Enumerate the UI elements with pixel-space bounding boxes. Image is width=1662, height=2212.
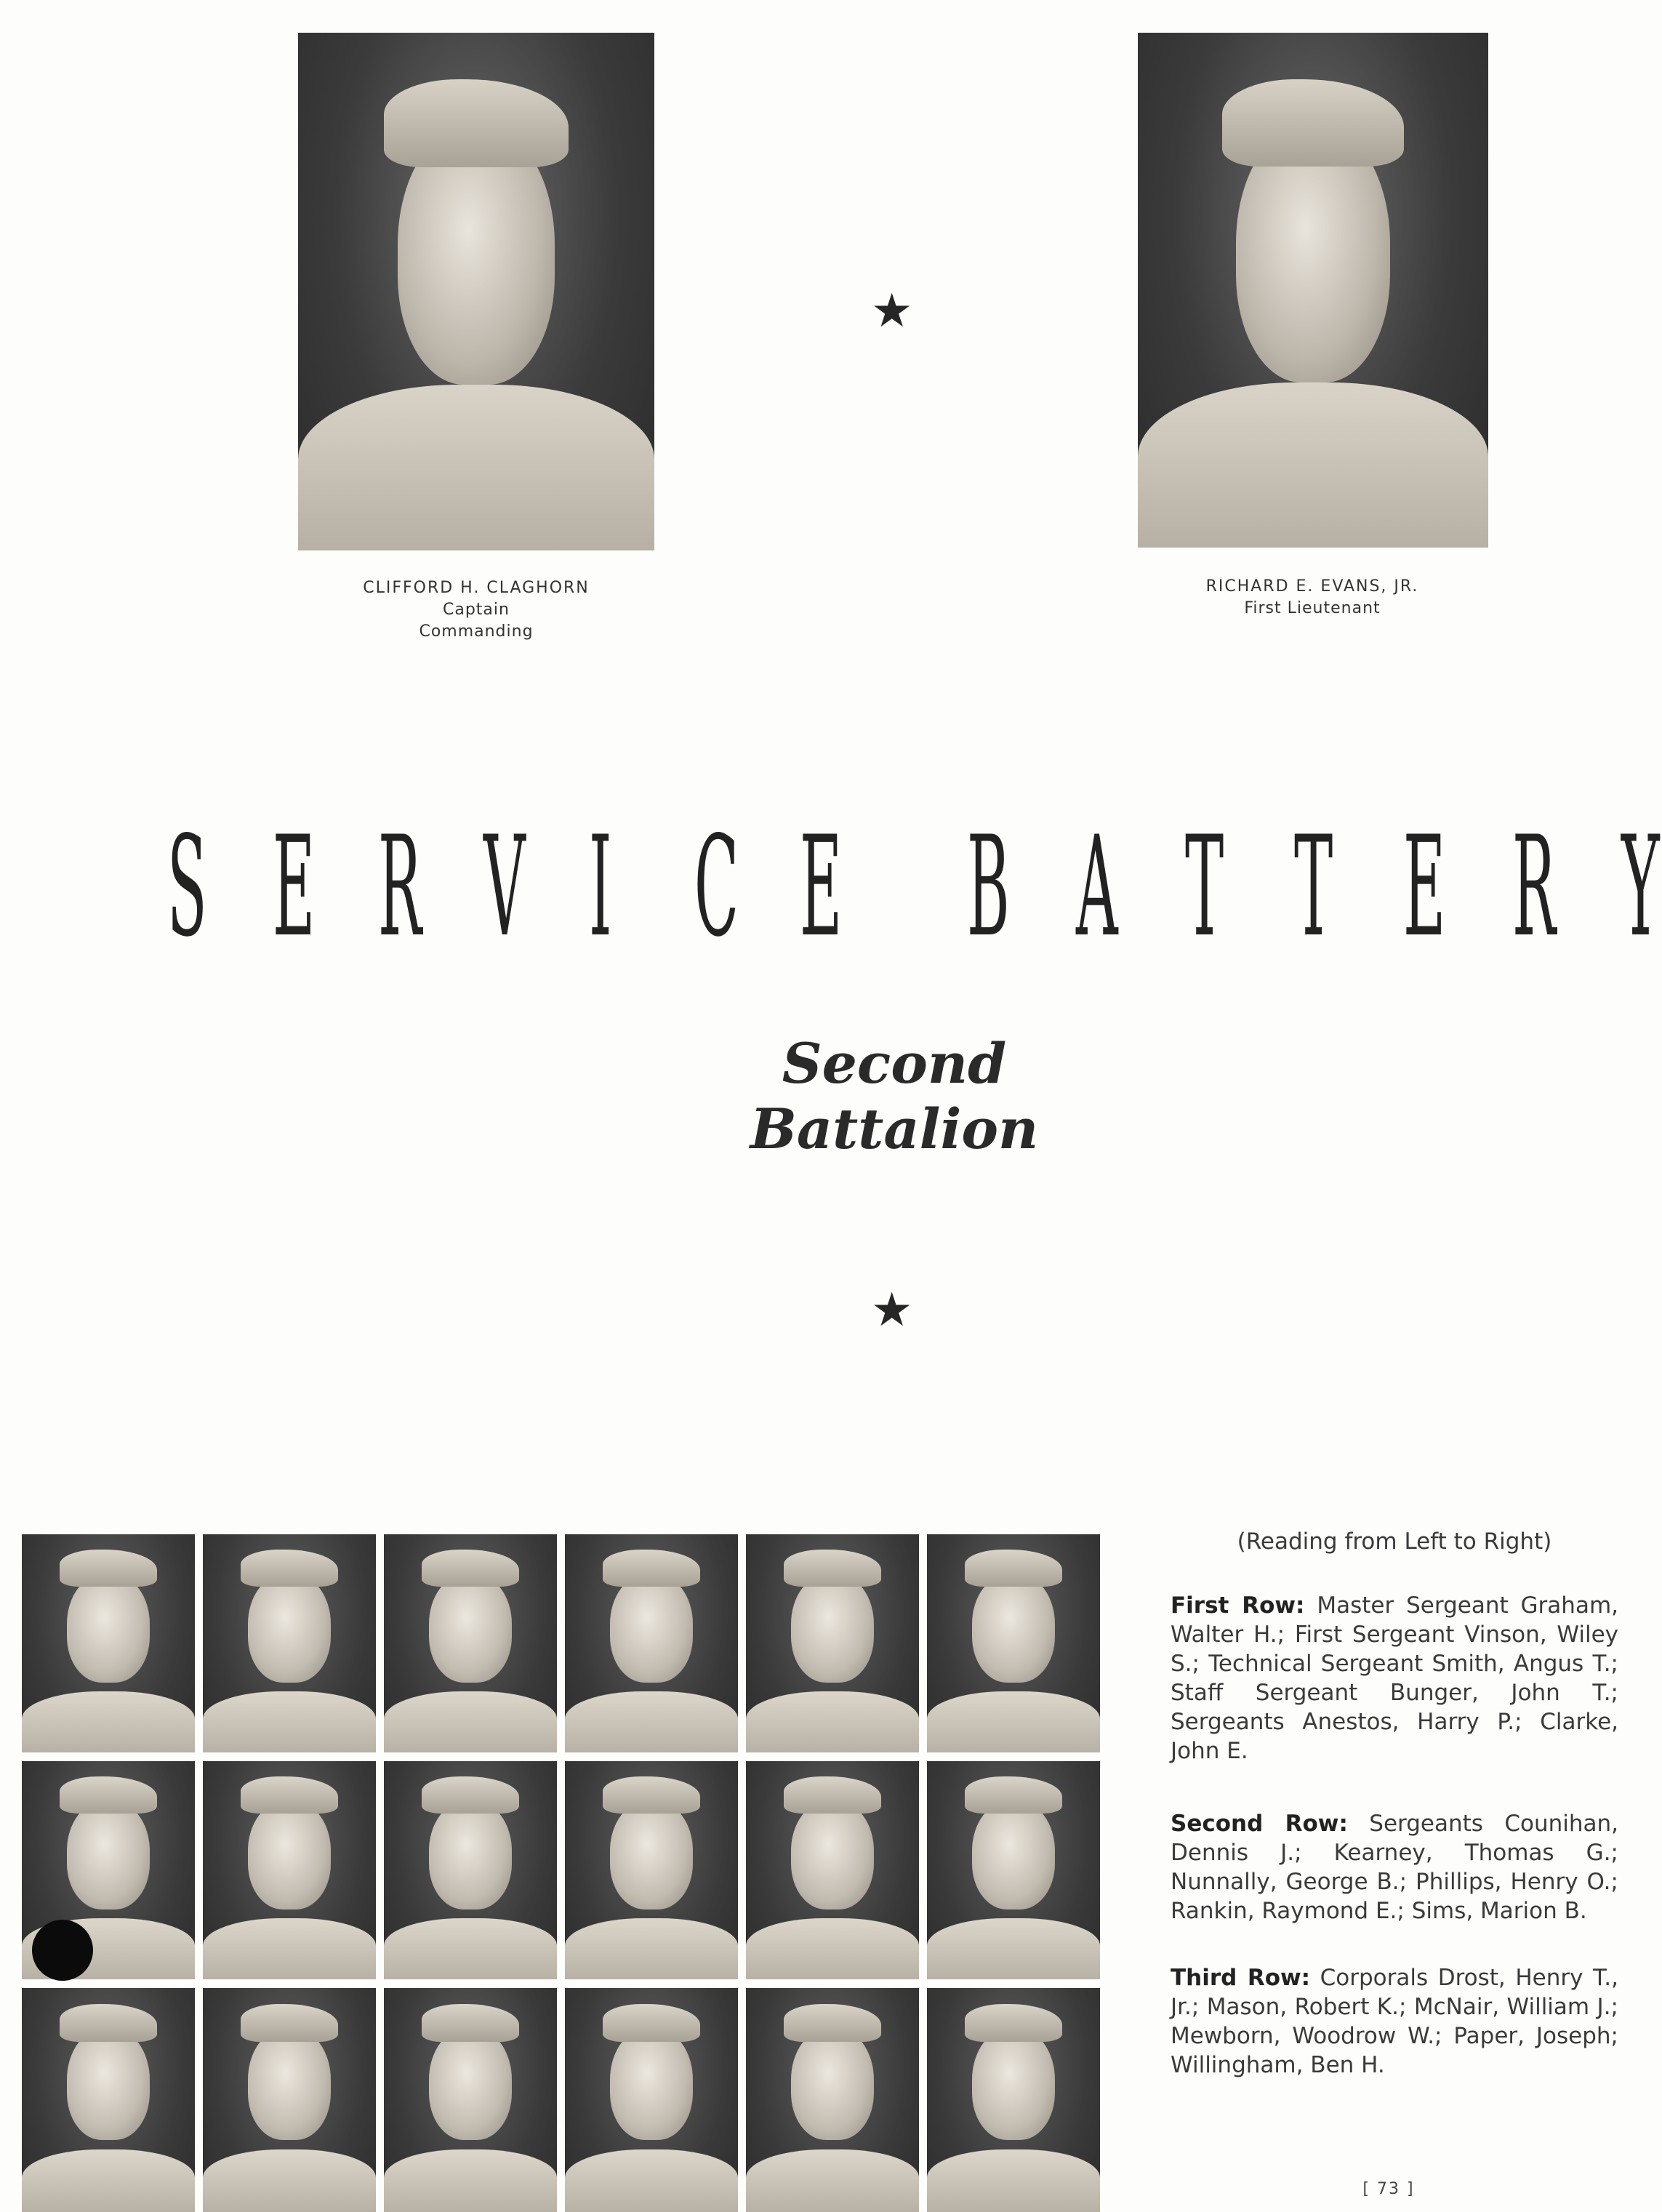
member-photo: [565, 1761, 738, 1979]
reading-note: (Reading from Left to Right): [1237, 1528, 1552, 1555]
member-photo: [927, 1534, 1100, 1752]
officer-rank: Captain: [443, 601, 510, 619]
member-photo: [746, 1534, 919, 1752]
title-letter: E: [273, 806, 316, 967]
title-letter: B: [967, 806, 1010, 967]
page-subtitle: Second Battalion: [750, 1031, 1039, 1161]
row-names: Corporals Drost, Henry T., Jr.; Mason, Robert K.; McNair, William J.; Mewborn, Woodrow W.; Paper, Joseph; Willingham, Ben H.: [1171, 1965, 1618, 2078]
member-photo: [927, 1761, 1100, 1979]
title-letter: R: [378, 806, 422, 967]
row-names: Master Sergeant Graham, Walter H.; First Sergeant Vinson, Wiley S.; Technical Sergeant Smith, Angus T.; Staff Sergeant Bunger, John T.; Sergeants Anestos, Harry P.; Clarke, John E.: [1171, 1592, 1618, 1764]
title-letter: C: [694, 806, 739, 967]
officer-name: CLIFFORD H. CLAGHORN: [363, 579, 590, 597]
member-photo: [927, 1988, 1100, 2212]
title-letter: I: [589, 806, 612, 967]
member-photo: [384, 1988, 557, 2212]
star-icon: ★: [871, 1283, 913, 1337]
member-photo: [22, 1534, 195, 1752]
photo-grid: [22, 1534, 1112, 2212]
caption-evans: [1149, 576, 1476, 620]
page-number: [ 73 ]: [1362, 2180, 1415, 2198]
row-label: First Row:: [1171, 1592, 1305, 1619]
title-letter: T: [1294, 806, 1333, 967]
title-letter: E: [800, 806, 843, 967]
hole-punch: [32, 1920, 93, 1981]
title-letter: A: [1076, 806, 1118, 967]
portrait-evans: [1138, 33, 1488, 548]
title-letter: S: [167, 806, 207, 967]
row-names: Sergeants Counihan, Dennis J.; Kearney, Thomas G.; Nunnally, George B.; Phillips, Henry O.; Rankin, Raymond E.; Sims, Marion B.: [1171, 1811, 1618, 1924]
title-letter: V: [483, 806, 526, 967]
row-caption-first: [1171, 1591, 1618, 1766]
title-letter: Y: [1621, 806, 1660, 967]
officer-role: Commanding: [419, 622, 534, 641]
row-caption-third: [1171, 1963, 1618, 2080]
title-letter: E: [1403, 806, 1446, 967]
title-letter: T: [1185, 806, 1224, 967]
caption-claghorn: [313, 577, 640, 643]
member-photo: [203, 1534, 376, 1752]
member-photo: [22, 1988, 195, 2212]
star-icon: ★: [871, 284, 913, 338]
member-photo: [565, 1988, 738, 2212]
officer-name: RICHARD E. EVANS, JR.: [1205, 577, 1419, 596]
member-photo: [384, 1761, 557, 1979]
member-photo: [565, 1534, 738, 1752]
row-caption-second: [1171, 1809, 1618, 1926]
officer-rank: First Lieutenant: [1244, 599, 1381, 617]
portrait-claghorn: [298, 33, 654, 550]
title-letter: R: [1512, 806, 1557, 967]
member-photo: [746, 1761, 919, 1979]
row-label: Third Row:: [1171, 1965, 1311, 1991]
member-photo: [203, 1761, 376, 1979]
row-label: Second Row:: [1171, 1811, 1348, 1837]
member-photo: [746, 1988, 919, 2212]
member-photo: [384, 1534, 557, 1752]
member-photo: [203, 1988, 376, 2212]
